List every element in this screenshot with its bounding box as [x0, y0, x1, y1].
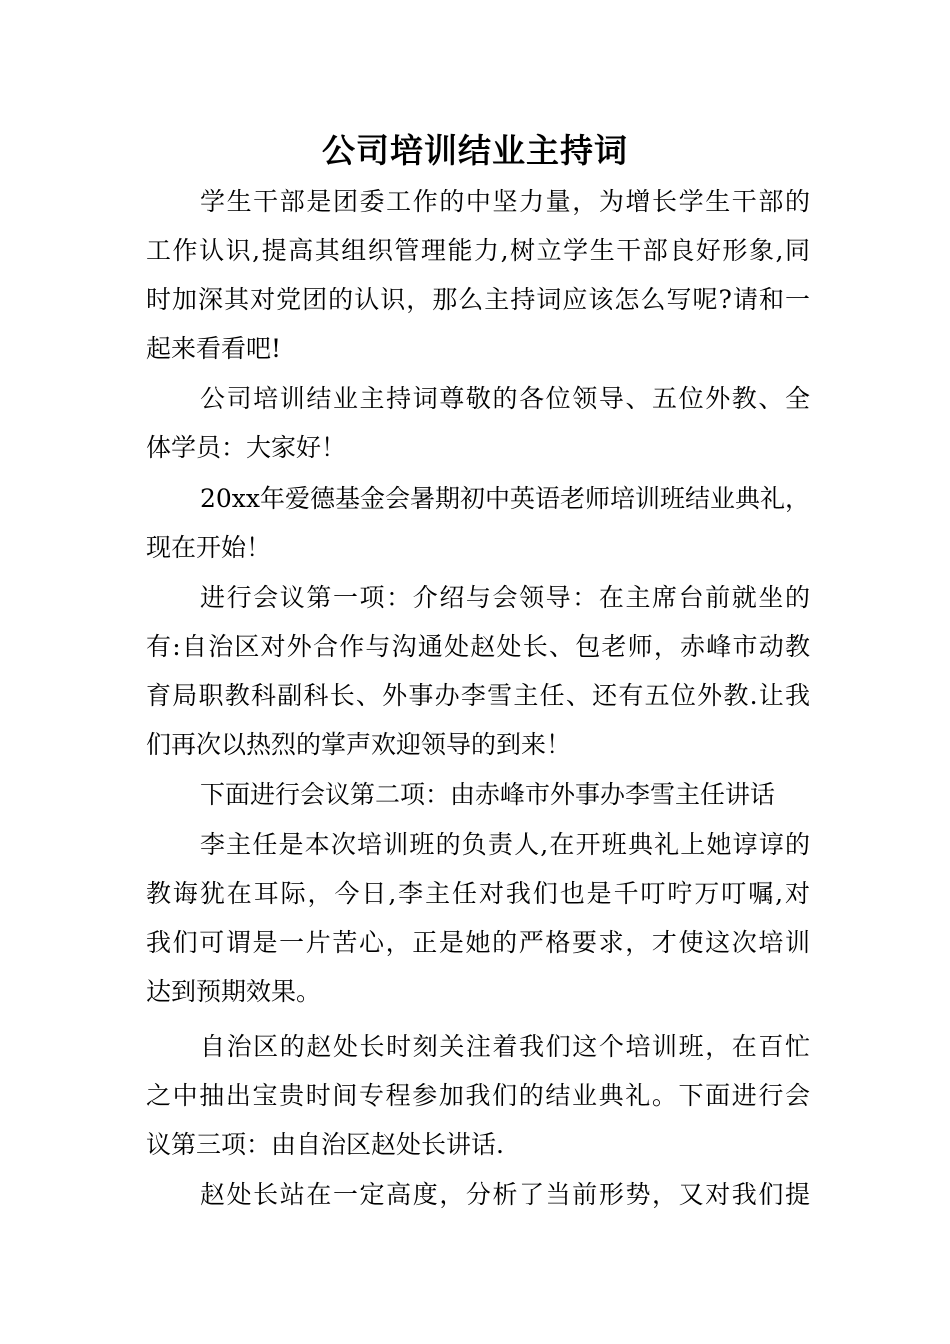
text-line: 议第三项：由自治区赵处长讲话.: [146, 1130, 504, 1159]
text-line: 进行会议第一项：介绍与会领导：在主席台前就坐的: [200, 583, 810, 612]
text-line: 育局职教科副科长、外事办李雪主任、还有五位外教.让我: [146, 681, 810, 710]
text-line: 达到预期效果。: [146, 977, 322, 1006]
paragraph-8: [146, 1170, 810, 1219]
text-line: 学生干部是团委工作的中坚力量，为增长学生干部的: [200, 187, 810, 216]
text-line: 公司培训结业主持词尊敬的各位领导、五位外教、全: [200, 384, 810, 413]
document-title: 公司培训结业主持词: [322, 131, 628, 170]
text-line: 有:自治区对外合作与沟通处赵处长、包老师，赤峰市动教: [146, 632, 810, 661]
text-line: 时加深其对党团的认识，那么主持词应该怎么写呢?请和一: [146, 285, 810, 314]
text-line: 赵处长站在一定高度，分析了当前形势，又对我们提: [200, 1180, 810, 1209]
paragraph-6: [146, 820, 810, 1016]
text-line: 教诲犹在耳际，今日,李主任对我们也是千叮咛万叮嘱,对: [146, 879, 810, 908]
text-line: 们再次以热烈的掌声欢迎领导的到来！: [146, 730, 572, 759]
paragraph-7: [146, 1022, 810, 1169]
text-line: 起来看看吧!: [146, 334, 282, 363]
text-line: 20xx年爱德基金会暑期初中英语老师培训班结业典礼，: [200, 484, 811, 513]
text-line: 李主任是本次培训班的负责人,在开班典礼上她谆谆的: [200, 830, 810, 859]
text-line: 工作认识,提高其组织管理能力,树立学生干部良好形象,同: [146, 236, 810, 265]
text-line: 自治区的赵处长时刻关注着我们这个培训班，在百忙: [200, 1032, 810, 1061]
text-line: 我们可谓是一片苦心，正是她的严格要求，才使这次培训: [146, 928, 810, 957]
paragraph-1: [146, 177, 810, 373]
text-line: 现在开始！: [146, 533, 272, 562]
paragraph-5: [146, 770, 810, 819]
text-line: 下面进行会议第二项：由赤峰市外事办李雪主任讲话: [200, 780, 776, 809]
paragraph-3: [146, 474, 810, 572]
text-line: 之中抽出宝贵时间专程参加我们的结业典礼。下面进行会: [146, 1081, 810, 1110]
paragraph-4: [146, 573, 810, 769]
text-line: 体学员：大家好！: [146, 433, 347, 462]
paragraph-2: [146, 374, 810, 472]
